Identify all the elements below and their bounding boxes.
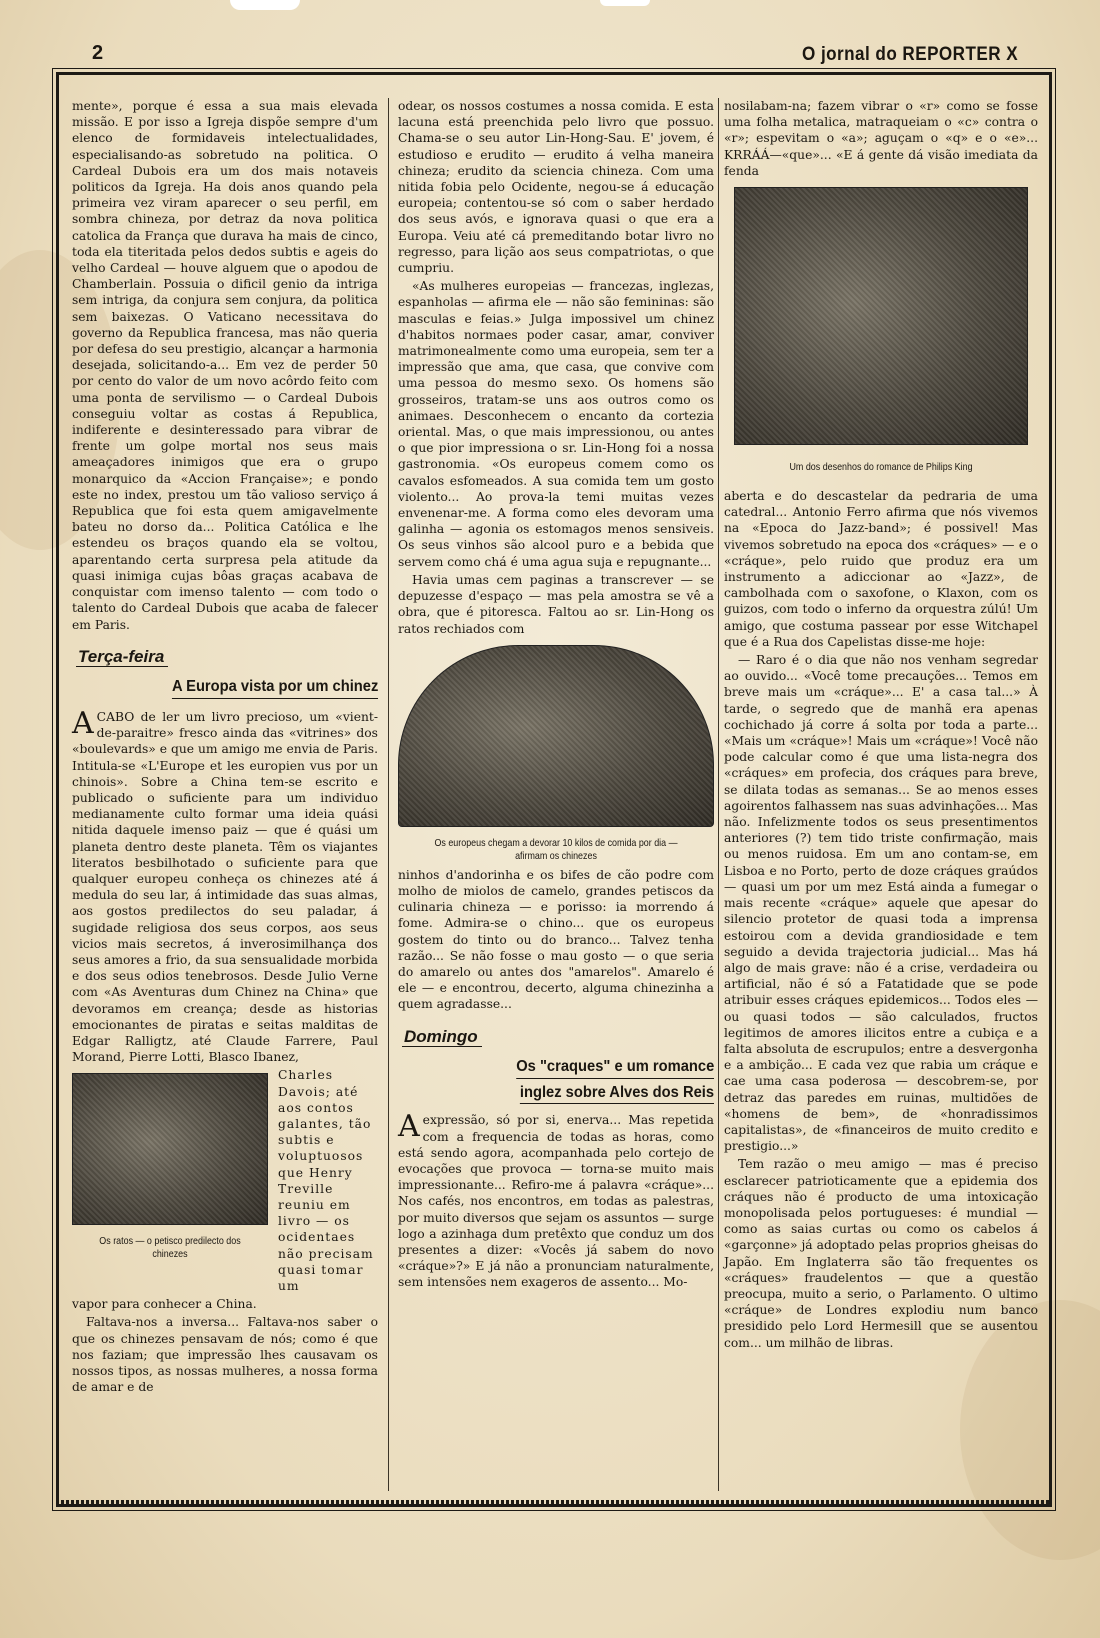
col1-article-text: CABO de ler um livro precioso, um «vient-de-paraitre» fresco ainda das «vitrines» dos «boulevards» e que um amigo me envia de Paris. Intitula-se «L'Europe et les europien vus por un chinois». Sobre a China tem-se escrito e publicado o suficiente para um individuo medianamente culto formar uma ideia quási nitida daquele imenso paiz — que é quási um planeta dentro deste planeta. Têm os viajantes literatos besbilhotado o suficiente para que qualquer europeu conheça os chinezes até á medula do seu lar, á intimidade das suas almas, aos gostos predilectos do seu paladar, á sugidade religiosa dos seus corpos, aos seus vicios mais secretos, á inverosimilhança dos seus amores a frio, da sua sensualidade morbida e dos seus odios tenebrosos. Desde Julio Verne com «As Aventuras dum Chinez na China» que devoramos em creança; desde as historias emocionantes de piratas e seitas malditas de Edgar Ralligtz, até Claude Farrere, Paul Morand, Pierre Lotti, Blasco Ibanez, bbox=[72, 709, 378, 1065]
section-sunday: Domingo bbox=[402, 1029, 482, 1048]
col1-article-paragraph bbox=[72, 705, 378, 1065]
col3-paragraph-1: nosilabam-na; fazem vibrar o «r» como se fosse uma folha metalica, matraqueiam o «c» contra o «r»; espevitam o «a»; aguçam o «q» e o «e»... KRRÁÁ—«que»... «E á gente dá visão imediata da fenda bbox=[724, 99, 1038, 178]
col2-paragraph-1: odear, os nossos costumes a nossa comida. E esta lacuna está preenchida pelo livro que possuo. Chama-se o seu autor Lin-Hong-Sau. E' jovem, é estudioso e erudito — erudito á velha maneira chineza; erudito da sciencia chineza. Com uma nitida fobia pelo Ocidente, negou-se á educação europeia; contentou-se só com o saber herdado dos seus avós, e ignorava quasi o que era a Europa. Veiu até cá premeditando botar livro no regresso, para lição aos seus compatriotas, o que cumpriu. bbox=[398, 99, 714, 276]
col3-paragraph-3: — Raro é o dia que não nos venham segredar ao ouvido... «Você tome precauções... Temos em breve mais um «cráque»... E' a casa tal...» À tarde, o segredo que de manhã era apenas cochichado já corre á solta por toda a parte... «Mais um «cráque»! Mais um «cráque»! Você não pode calcular como é que uma lista-negra dos «cráques» em profecia, dos cráques para breve, se dilata todas as semanas... Se ao menos esses agoirentos falhassem nas suas advinhações... Mas não. Infelizmente todos os seus presentimentos anteriores (?) tem tido triste confirmação, mais ou menos ruidosa. Em um ano contam-se, em Lisboa e no Porto, perto de doze cráques graúdos — quasi um por um mez Está ainda a fumegar o mais recente «cráque» aquele que apesar do silencio protetor de quasi toda a imprensa estoirou com a devida grandiosidade e tem seguido a devida trajectoria judicial... Mas há algo de mais grave: não é a crise, verdadeira ou artificial, não é só a Fatatidade que se pode atribuir esses cráques epidemicos... Todos eles — ou quasi todos — são calculados, fructos legitimos de amores ilicitos entre a cubiça e a falta absoluta de escrupulos; entre a desvergonha e a ambição... E cada vez que rabia um cráque e cae uma casa poderosa — descobrem-se, por detraz das paredes em ruinas, multidões de «homens de bem», de «honradissimos capitalistas», de «financeiros de muito credito e prestigio...» bbox=[724, 653, 1038, 1154]
illustration-philips-king bbox=[734, 187, 1028, 445]
paper-tear bbox=[230, 0, 300, 10]
col2-article-text: expressão, só por si, enerva... Mas repetida com a frequencia de todas as horas, como está sendo agora, acompanhada pelo cortejo de evocações que provoca — torna-se muito mais impressionante... Refiro-me á palavra «cráque»... Nos cafés, nos encontros, em todas as palestras, por muito diversos que sejam os assuntos — surge logo a azinhaga dum pretêxto que conduz um dos presentes a dizer: «Vocês já sabem do novo «cráque»?» E já não a pronunciam naturalmente, sem intensões nem exageros de assento... Mo- bbox=[398, 1113, 714, 1290]
bottom-rule bbox=[56, 1500, 1052, 1504]
image-rats bbox=[72, 1067, 268, 1296]
caption-rats: Os ratos — o petisco predilecto dos chinezes bbox=[99, 1235, 241, 1261]
headline-craques bbox=[398, 1059, 714, 1079]
page-number: 2 bbox=[92, 42, 104, 64]
col2-paragraph-2: «As mulheres europeias — francezas, inglezas, espanholas — afirma ele — não são femininas: são masculas e feias.» Julga impossivel um chinez d'habitos normaes poder casar, amar, conviver matrimonealmente como uma europeia, sem ter a impressão que ama, que casa, que convive com uma pessoa do mesmo sexo. Os homens são grosseiros, tratam-se uns aos outros como os animaes. Desconhecem o encanto da cortezia oriental. Mas, o que mais impressionou, ou antes o que pior impressiona o sr. Lin-Hong foi a nossa gastronomia. «Os europeus comem como os cavalos esfomeados. A sua comida tem um gosto violento... Ao prova-la temi muitas vezes envenenar-me. A forma como eles devoram uma galinha — agonia os estomagos menos sensiveis. Os seus vinhos são alcool puro e a bebida que servem como chá é uma agua suja e repugnante... bbox=[398, 279, 714, 569]
headline-europa bbox=[72, 679, 378, 699]
col1-image-block bbox=[72, 1067, 378, 1296]
headline-europa-text: A Europa vista por um chinez bbox=[172, 679, 378, 699]
paper-tear bbox=[600, 0, 650, 6]
image-philips-king bbox=[734, 187, 1028, 474]
col1-continuation: vapor para conhecer a China. bbox=[72, 1297, 257, 1312]
col2-paragraph-4: ninhos d'andorinha e os bifes de cão podre com molho de miolos de camelo, grandes petiscos da culinaria chineza — e porisso: ia morrendo á fome. Admira-se o chino... que os europeus gostem do tinto ou do branco... Talvez tenha razão... Se não fosse o mau gosto — o que seria do amarelo ou antes dos "amarelos". Amarelo é ele — e encontrou, decerto, alguma chinezinha a quem agradasse... bbox=[398, 867, 714, 1012]
col1-paragraph-3: Faltava-nos a inversa... Faltava-nos saber o que os chinezes pensavam de nós; como é que nos faziam; que impressão lhes causavam os nossos tipos, as nossas mulheres, a nossa forma de amar e de bbox=[72, 1315, 378, 1395]
headline-craques-line1: Os "craques" e um romance bbox=[516, 1059, 714, 1079]
headline-craques-line2: inglez sobre Alves dos Reis bbox=[520, 1085, 714, 1105]
col1-side-text: Charles Davois; até aos contos galantes, tão subtis e voluptuosos que Henry Treville reuniu em livro — os ocidentaes não precisam quasi tomar um bbox=[278, 1068, 374, 1293]
col3-paragraph-4: Tem razão o meu amigo — mas é preciso esclarecer patrioticamente que a epidemia dos cráques não é producto de uma intoxicação monopolisada pelos portugueses: é mundial — como as saias curtas ou como os cabelos á «garçonne» já adoptado pelas proprios gheisas do Japão. Em Inglaterra são tão frequentes os «cráques» fraudelentos — que a questão preocupa, muito a serio, o Parlamento. O ultimo «cráque» de Londres explodiu num banco presidido pelo Lord Hermesill que se ausentou com... um milhão de libras. bbox=[724, 1157, 1038, 1350]
caption-philips-king: Um dos desenhos do romance de Philips King bbox=[789, 461, 973, 474]
col3-paragraph-2: aberta e do descastelar da pedraria de uma catedral... Antonio Ferro afirma que nós vivemos na «Epoca do Jazz-band»; é possivel! Mas vivemos sobretudo na epoca dos «cráques» — e o «cráque», pelo ruido que produz era um instrumento a adiccionar ao «Jazz», de cambolhada com o saxofone, o Klaxon, com os guizos, com todo o inferno da orquestra zúlú! Um amigo, que costuma passear por esse Witchapel que é a Rua dos Capelistas disse-me hoje: bbox=[724, 489, 1038, 649]
column-3 bbox=[724, 98, 1038, 1353]
caption-europeans: Os europeus chegam a devorar 10 kilos de comida por dia — afirmam os chinezes bbox=[434, 836, 678, 862]
column-1 bbox=[72, 98, 378, 1397]
illustration-rats bbox=[72, 1073, 268, 1225]
col1-paragraph: mente», porque é essa a sua mais elevada missão. E por isso a Igreja dispõe sempre d'um elenco de formidaveis intelectualidades, especialisando-as sobretudo na politica. O Cardeal Dubois era um dos mais notaveis politicos da Igreja. Ha dois anos quando pela primeira vez viram aparecer o seu perfil, em sombra chineza, por detraz da nova politica catolica da França que durava ha mais de cinco, toda ela titeritada pelos dedos subtis e ageis do velho Cardeal — houve alguem que o apodou de Chamberlain. Possuia o dificil genio da intriga sem intriga, da conjura sem conjura, da politica sem baixezas. O Vaticano necessitava do governo da Republica francesa, mas não queria por defesa do seu prestigio, alcançar a harmonia desejada, solicitando-a... Em vez de perder 50 por cento do valor de um novo acôrdo feito com uma ponta de servilismo — o Cardeal Dubois conseguiu voltar as costas á Republica, indiferente e desinteressado para vibrar de frente um golpe mortal nos seus mais ameaçadores inimigos que era o grupo monarquico da «Accion Française»; e pondo este no index, prestou um tão valioso serviço á Republica que foi esta quem amigavelmente bateu no dorso da... Politica Católica e lhe estendeu os braços quando ela se voltou, aparentando certa surpresa pela atitude da quasi inimiga cujas bôas graças acabava de conquistar com imenso talento — com todo o talento do Cardeal Dubois que acaba de falecer em Paris. bbox=[72, 99, 378, 632]
headline-craques-2 bbox=[398, 1085, 714, 1105]
dropcap: A bbox=[398, 1109, 420, 1145]
col2-article-paragraph bbox=[398, 1109, 714, 1290]
col2-paragraph-3: Havia umas cem paginas a transcrever — se depuzesse d'espaço — mas pela amostra se vê a obra, que é pitoresca. Faltou ao sr. Lin-Hong os ratos rechiados com bbox=[398, 572, 714, 636]
column-2 bbox=[398, 98, 714, 1293]
journal-title: O jornal do REPORTER X bbox=[801, 44, 1018, 65]
column-divider bbox=[718, 98, 719, 1491]
image-europeans bbox=[398, 645, 714, 863]
column-divider bbox=[388, 98, 389, 1491]
illustration-europeans bbox=[398, 645, 714, 827]
section-tuesday: Terça-feira bbox=[76, 649, 168, 668]
dropcap: A bbox=[72, 705, 94, 741]
